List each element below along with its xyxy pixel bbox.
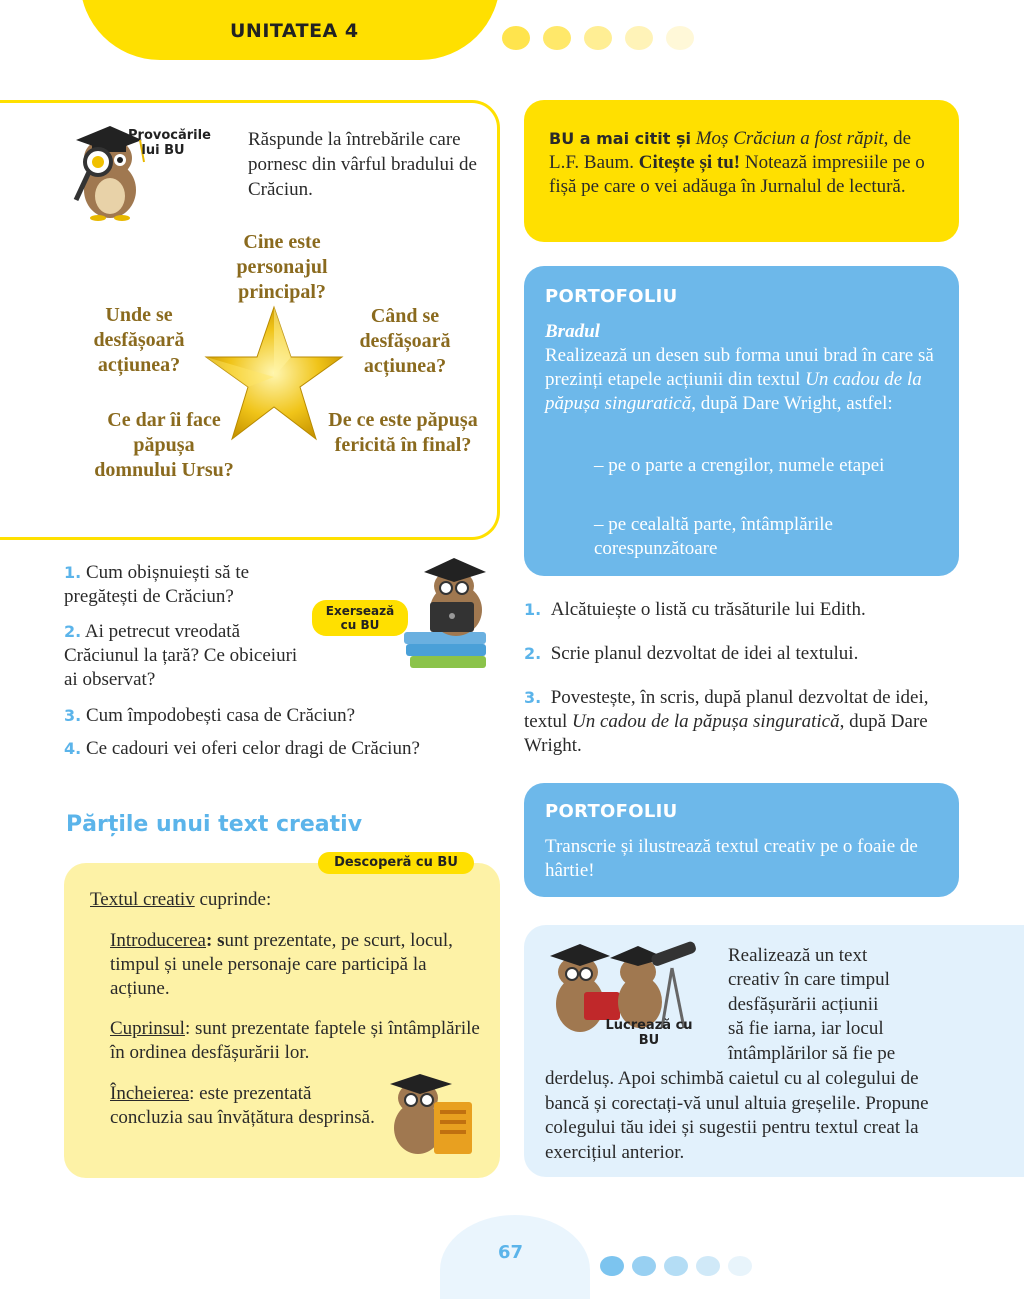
decor-dot [584,26,612,50]
question-top: Cine este personajul principal? [236,231,328,303]
exercise-item-1 [64,561,304,609]
part-rest: unt prezentate, pe scurt, locul, timpul și unele personaje care participă la acțiune. [110,930,453,999]
portfolio-bullet-1: – pe o parte a crengilor, numele etapei [594,455,885,476]
lucreaza-line-3: desfășurării acțiunii [728,994,879,1015]
item-number: 1. [524,600,542,619]
decor-dot [625,26,653,50]
item-text-a: Povestește, în scris, după planul dezvoltat de idei, textul [524,687,929,732]
part-rest: este prezentată concluzia sau învățătura desprinsă. [110,1083,375,1128]
lucreaza-owl-label: Lucrează cu BU [605,1018,693,1048]
question-right: Când se desfășoară acțiunea? [359,305,451,377]
lucreaza-line-5: întâmplărilor să fie pe [728,1043,896,1064]
part-incheierea [110,1082,380,1130]
exersa-badge: Exersează cu BU [312,600,408,636]
challenge-owl-label: Provocările lui BU [128,128,211,158]
portfolio-subtitle: Bradul [545,321,600,342]
lucreaza-line-4: să fie iarna, iar locul [728,1018,884,1039]
part-sep: : [184,1018,195,1039]
exercise-right-item-3 [524,686,949,758]
exercise-item-4 [64,737,484,761]
question-bottom-left: Ce dar îi face păpușa domnului Ursu? [94,409,234,481]
question-bottom-right: De ce este păpușa fericită în final? [328,409,478,456]
portfolio-body-1 [545,320,945,416]
descopera-badge: Descoperă cu BU [318,852,474,874]
part-introducerea [110,929,480,1001]
part-sep: : [206,930,218,951]
portfolio-title-2: PORTOFOLIU [545,801,678,822]
part-term: Încheierea [110,1083,190,1104]
bu-read-lead: BU a mai citit și [549,129,691,148]
item-number: 2. [64,622,82,641]
portfolio-bullet-2: – pe cealaltă parte, întâmplările corespunzătoare [594,514,833,559]
decor-dot [543,26,571,50]
portfolio-title-1: PORTOFOLIU [545,286,678,307]
exercise-right-item-2 [524,642,954,666]
item-text: Ai petrecut vreodată Crăciunul la țară? Ce obiceiuri ai observat? [64,621,298,690]
book-author: , de L.F. Baum. [549,128,912,173]
lucreaza-line-2: creativ în care timpul [728,969,890,990]
bu-read-rest: Notează impresiile pe o fișă pe care o vei adăuga în Jurnalul de lectură. [549,152,925,197]
part-cuprinsul [110,1017,480,1065]
exercise-item-3 [64,704,484,728]
item-number: 3. [64,706,82,725]
portfolio-text-italic: Un cadou de la păpușa singuratică [545,369,922,414]
book-title: Moș Crăciun a fost răpit [690,128,884,149]
creative-intro [90,888,480,912]
item-number: 4. [64,739,82,758]
item-text-italic: Un cadou de la păpușa singuratică [572,711,840,732]
part-sep: : [189,1083,200,1104]
decor-dot [728,1256,752,1276]
decor-dot [632,1256,656,1276]
item-text: Ce cadouri vei oferi celor dragi de Crăciun? [85,738,420,759]
lucreaza-line-1: Realizează un text [728,945,868,966]
section-title: Părțile unui text creativ [66,812,363,837]
portfolio-text-2: Transcrie și ilustrează textul creativ pe o foaie de hârtie! [545,836,918,881]
decor-dot [502,26,530,50]
part-rest: sunt prezentate faptele și întâmplările în ordinea desfășurării lor. [110,1018,480,1063]
owl-book-icon [378,1072,478,1162]
part-first: s [217,930,225,951]
item-text-b: , după Dare Wright. [524,711,928,756]
exercise-item-2 [64,620,304,692]
page-number: 67 [498,1242,524,1263]
item-text: Cum împodobești casa de Crăciun? [85,705,356,726]
bu-read-text [549,127,944,199]
challenge-instruction: Răspunde la întrebările care pornesc din vârful bradului de Crăciun. [248,129,477,200]
decor-dot [666,26,694,50]
owl-laptop-icon [400,552,500,672]
part-term: Cuprinsul [110,1018,185,1039]
decor-dot [664,1256,688,1276]
intro-rest: cuprinde: [194,889,272,910]
item-text: Alcătuiește o listă cu trăsăturile lui Edith. [550,599,866,620]
question-left: Unde se desfășoară acțiunea? [93,304,185,376]
exercise-right-item-1 [524,598,954,622]
item-text: Scrie planul dezvoltat de idei al textului. [550,643,859,664]
item-number: 2. [524,644,542,663]
item-number: 1. [64,563,82,582]
intro-term: Textul creativ [90,889,195,910]
portfolio-text-b: , după Dare Wright, astfel: [691,393,893,414]
item-text: Cum obișnuiești să te pregătești de Crăciun? [64,562,250,607]
part-term: Introducerea [110,930,206,951]
decor-dot [696,1256,720,1276]
unit-title: UNITATEA 4 [230,20,359,42]
portfolio-text-a: Realizează un desen sub forma unui brad în care să prezinți etapele acțiunii din textul [545,345,934,390]
decor-dot [600,1256,624,1276]
lucreaza-text-rest: derdeluș. Apoi schimbă caietul cu al colegului de bancă și corectați-vă unul altuia greșelile. Propune colegului tău idei și sugestii pentru textul creat la exercițiul anterior. [545,1068,929,1163]
gold-star-icon [204,305,344,445]
bu-read-call: Citește și tu! [638,152,741,173]
item-number: 3. [524,688,542,707]
